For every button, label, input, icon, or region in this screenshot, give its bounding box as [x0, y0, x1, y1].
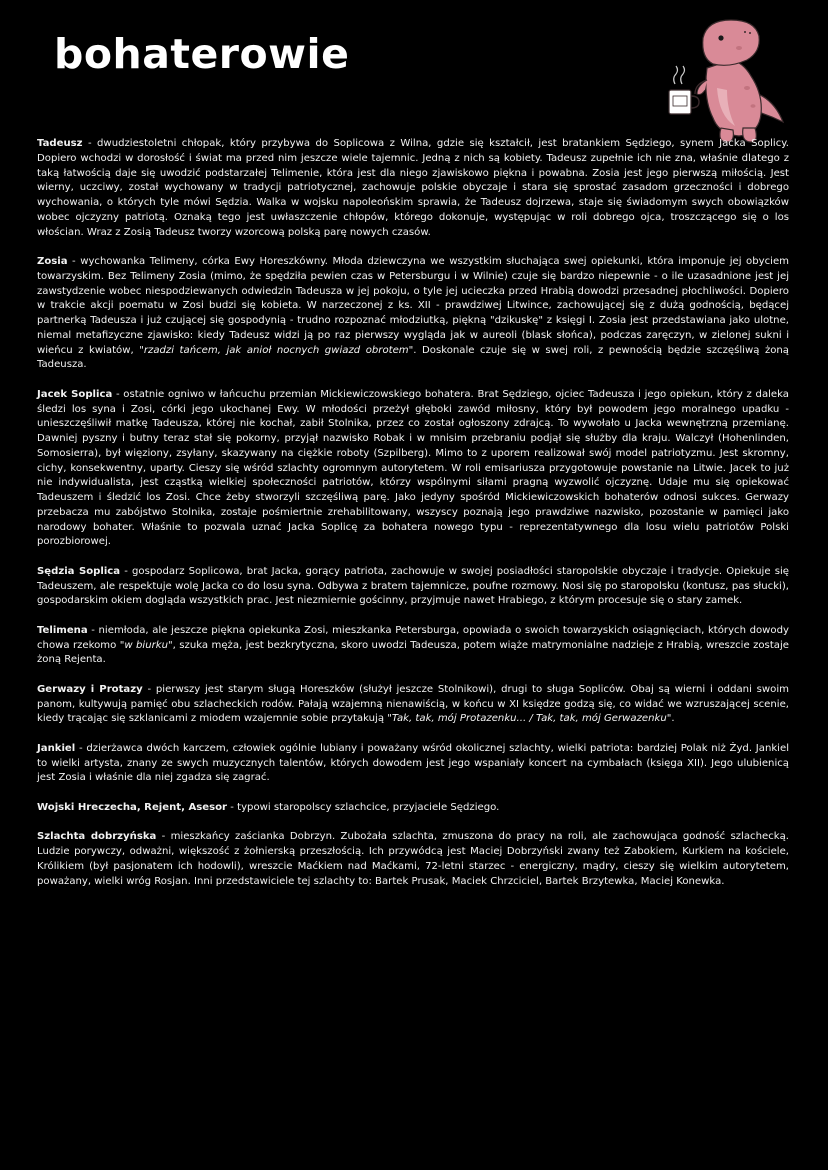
paragraph-jacek-soplica: [37, 388, 789, 550]
character-description: - ostatnie ogniwo w łańcuchu przemian Mickiewiczowskiego bohatera. Brat Sędziego, ojciec Tadeusza i jego opiekun, który z daleka śledzi los syna i Zosi, córki jego ukochanej Ewy. W młodości przeżył głęboki zawód miłosny, który był powodem jego moralnego upadku - unieszczęśliwił matkę Tadeusza, której nie kochał, zabił Stolnika, przez co został ogłoszony zdrajcą. To wywołało u Jacka wewnętrzną przemianę. Dawniej pyszny i butny teraz stał się pokorny, przyjął nazwisko Robak i w mnisim przebraniu podjął się służby dla kraju. Walczył (Hohenlinden, Somosierra), był więziony, zsyłany, skazywany na ciężkie roboty (Szpilberg). Mimo to z uporem realizował swój model patriotyzmu. Jest skromny, cichy, konsekwentny, uparty. Cieszy się wśród szlachty ogromnym autorytetem. W roli emisariusza przygotowuje powstanie na Litwie. Jacek to już nie indywidualista, jest cząstką wielkiej społeczności patriotów, którzy wspólnymi siłami pragną wyzwolić ojczyznę. Udaje mu się opiekować Tadeuszem i śledzić los Zosi. Chce żeby stworzyli szczęśliwą parę. Jako jedyny spośród Mickiewiczowskich bohaterów odnosi sukces. Gerwazy przebacza mu zabójstwo Stolnika, zostaje pośmiertnie zrehabilitowany, wszyscy poznają jego prawdziwe nazwisko, pozostanie w pamięci jako narodowy bohater. Właśnie to pozwala uznać Jacka Soplicę za bohatera nowego typu - reprezentatywnego dla losu wielu patriotów Polski porozbiorowej.: [37, 388, 789, 548]
quotation: "Tak, tak, mój Protazenku... / Tak, tak, mój Gerwazenku": [387, 713, 672, 725]
character-description: - typowi staropolscy szlachcice, przyjaciele Sędziego.: [227, 801, 500, 813]
quotation: "rzadzi tańcem, jak anioł nocnych gwiazd obrotem": [139, 344, 414, 356]
paragraph-wojski-rejent-asesor: [37, 801, 789, 816]
character-name: Jankiel: [37, 742, 76, 754]
characters-text: [37, 137, 789, 904]
character-name: Szlachta dobrzyńska: [37, 831, 157, 843]
character-name: Wojski Hreczecha, Rejent, Asesor: [37, 801, 228, 813]
paragraph-gerwazy-protazy: [37, 683, 789, 727]
character-name: Telimena: [37, 624, 88, 636]
character-name: Jacek Soplica: [37, 388, 113, 400]
quotation: "w biurku": [119, 639, 173, 651]
character-description-end: . Doskonale czuje się w swej roli, z pewnością będzie szczęśliwą żoną Tadeusza.: [37, 344, 789, 371]
character-description-end: , szuka męża, jest bezkrytyczna, skoro uwodzi Tadeusza, potem wiąże matrymonialne nadzieje z Hrabią, wreszcie zostaje żoną Rejenta.: [37, 639, 789, 666]
paragraph-szlachta-dobrzynska: [37, 830, 789, 889]
paragraph-jankiel: [37, 742, 789, 786]
character-description: - gospodarz Soplicowa, brat Jacka, gorący patriota, zachowuje w swojej posiadłości staropolskie obyczaje i tradycje. Opiekuje się Tadeuszem, ale respektuje wolę Jacka co do losu syna. Odbywa z bratem tajemnicze, poufne rozmowy. Nosi się po staropolsku (kontusz, pas słucki), gospodarskim okiem dogląda wszystkich prac. Jest niezmiernie gościnny, przyjmuje nawet Hrabiego, z którym procesuje się o stary zamek.: [37, 565, 789, 607]
character-name: Tadeusz: [37, 138, 83, 149]
character-description: - niemłoda, ale jeszcze piękna opiekunka Zosi, mieszkanka Petersburga, opowiada o swoich towarzyskich osiągnięciach, których dowody chowa rzekomo: [37, 624, 789, 651]
character-name: Gerwazy i Protazy: [37, 683, 143, 695]
paragraph-telimena: [37, 624, 789, 668]
character-name: Sędzia Soplica: [37, 565, 121, 577]
dinosaur-with-mug-illustration: [655, 10, 790, 145]
character-description-end: .: [671, 713, 675, 725]
character-description: - dzierżawca dwóch karczem, człowiek ogólnie lubiany i poważany wśród okolicznej szlachty, wielki patriota: bardziej Polak niż Żyd. Jankiel to wielki artysta, znany ze swych muzycznych talentów, których dowodem jest jego wspaniały koncert na cymbałach (księga XII). Jego ulubienicą jest Zosia i właśnie dla niej zgadza się zagrać.: [37, 742, 789, 784]
paragraph-sedzia-soplica: [37, 565, 789, 609]
page-title: bohaterowie: [54, 30, 350, 78]
character-description: - pierwszy jest starym sługą Horeszków (służył jeszcze Stolnikowi), drugi to sługa Sopliców. Obaj są wierni i oddani swoim panom, kultywują pamięć obu szlacheckich rodów. Pałają wzajemną nienawiścią, w końcu w XI księdze godzą się, co widać we wzruszającej scenie, kiedy trącając się szklanicami z miodem wzajemnie sobie przytakują: [37, 683, 789, 725]
character-description: - mieszkańcy zaścianka Dobrzyn. Zubożała szlachta, zmuszona do pracy na roli, ale zachowująca godność szlachecką. Ludzie porywczy, odważni, większość z żołnierską przeszłością. Ich przywódcą jest Maciej Dobrzyński zwany też Zabokiem, Kurkiem na kościele, Królikiem (był pasjonatem ich hodowli), wreszcie Maćkiem nad Maćkami, 72-letni starzec - energiczny, mądry, cieszy się wielkim autorytetem, poważany, wielki wróg Rosjan. Inni przedstawiciele tej szlachty to: Bartek Prusak, Maciek Chrzciciel, Bartek Brzytewka, Maciej Konewka.: [37, 831, 789, 887]
paragraph-tadeusz: [37, 137, 789, 240]
character-description: - dwudziestoletni chłopak, który przybywa do Soplicowa z Wilna, gdzie się kształcił, jest bratankiem Sędziego, synem Jacka Soplicy. Dopiero wchodzi w dorosłość i świat ma przed nim jeszcze wiele tajemnic. Jedną z nich są kobiety. Tadeusz zupełnie ich nie zna, właśnie dlatego z taką łatwością daje się uwodzić podstarzałej Telimenie, która jest dla niego zjawiskowo piękna i powabna. Zosia jest jego pierwszą miłością. Jest wierny, uczciwy, został wychowany w tradycji patriotycznej, zachowuje polskie obyczaje i stara się sprostać zasadom grzeczności i dobrego wychowania, o których tyle mówi Sędzia. Walka w wojsku napoleońskim sprawia, że Tadeusz dojrzewa, staje się świadomym swych obowiązków wobec ojczyzny patriotą. Oznaką tego jest uwłaszczenie chłopów, którego dokonuje, występując w roli dobrego ojca, troszczącego się o los włościan. Wraz z Zosią Tadeusz tworzy wzorcową polską parę nowych czasów.: [37, 138, 789, 238]
character-description: - wychowanka Telimeny, córka Ewy Horeszkówny. Młoda dziewczyna we wszystkim słuchająca swej opiekunki, która imponuje jej obyciem towarzyskim. Bez Telimeny Zosia (mimo, że spędziła pewien czas w Petersburgu i w Wilnie) czuje się bardzo niepewnie - o ile uzasadnione jest jej zawstydzenie wobec niespodziewanych odwiedzin Tadeusza w jej pokoju, o tyle jej ucieczka przed Hrabią dowodzi przesadnej płochliwości. Dopiero w trakcie akcji poematu w Zosi budzi się kobieta. W narzeczonej z ks. XII - prawdziwej Litwince, zachowującej się z dużą godnością, będącej partnerką Tadeusza i już czującej się gospodynią - trudno rozpoznać młodziutką, piękną "dzikuskę" z księgi I. Zosia jest przedstawiana jako ulotne, niemal metafizyczne zjawisko: kiedy Tadeusz widzi ją po raz pierwszy wygląda jak w aureoli (blask słońca), podczas zaręczyn, w zielonej sukni i wieńcu z kwiatów,: [37, 256, 789, 356]
character-name: Zosia: [37, 256, 68, 267]
paragraph-zosia: [37, 255, 789, 373]
